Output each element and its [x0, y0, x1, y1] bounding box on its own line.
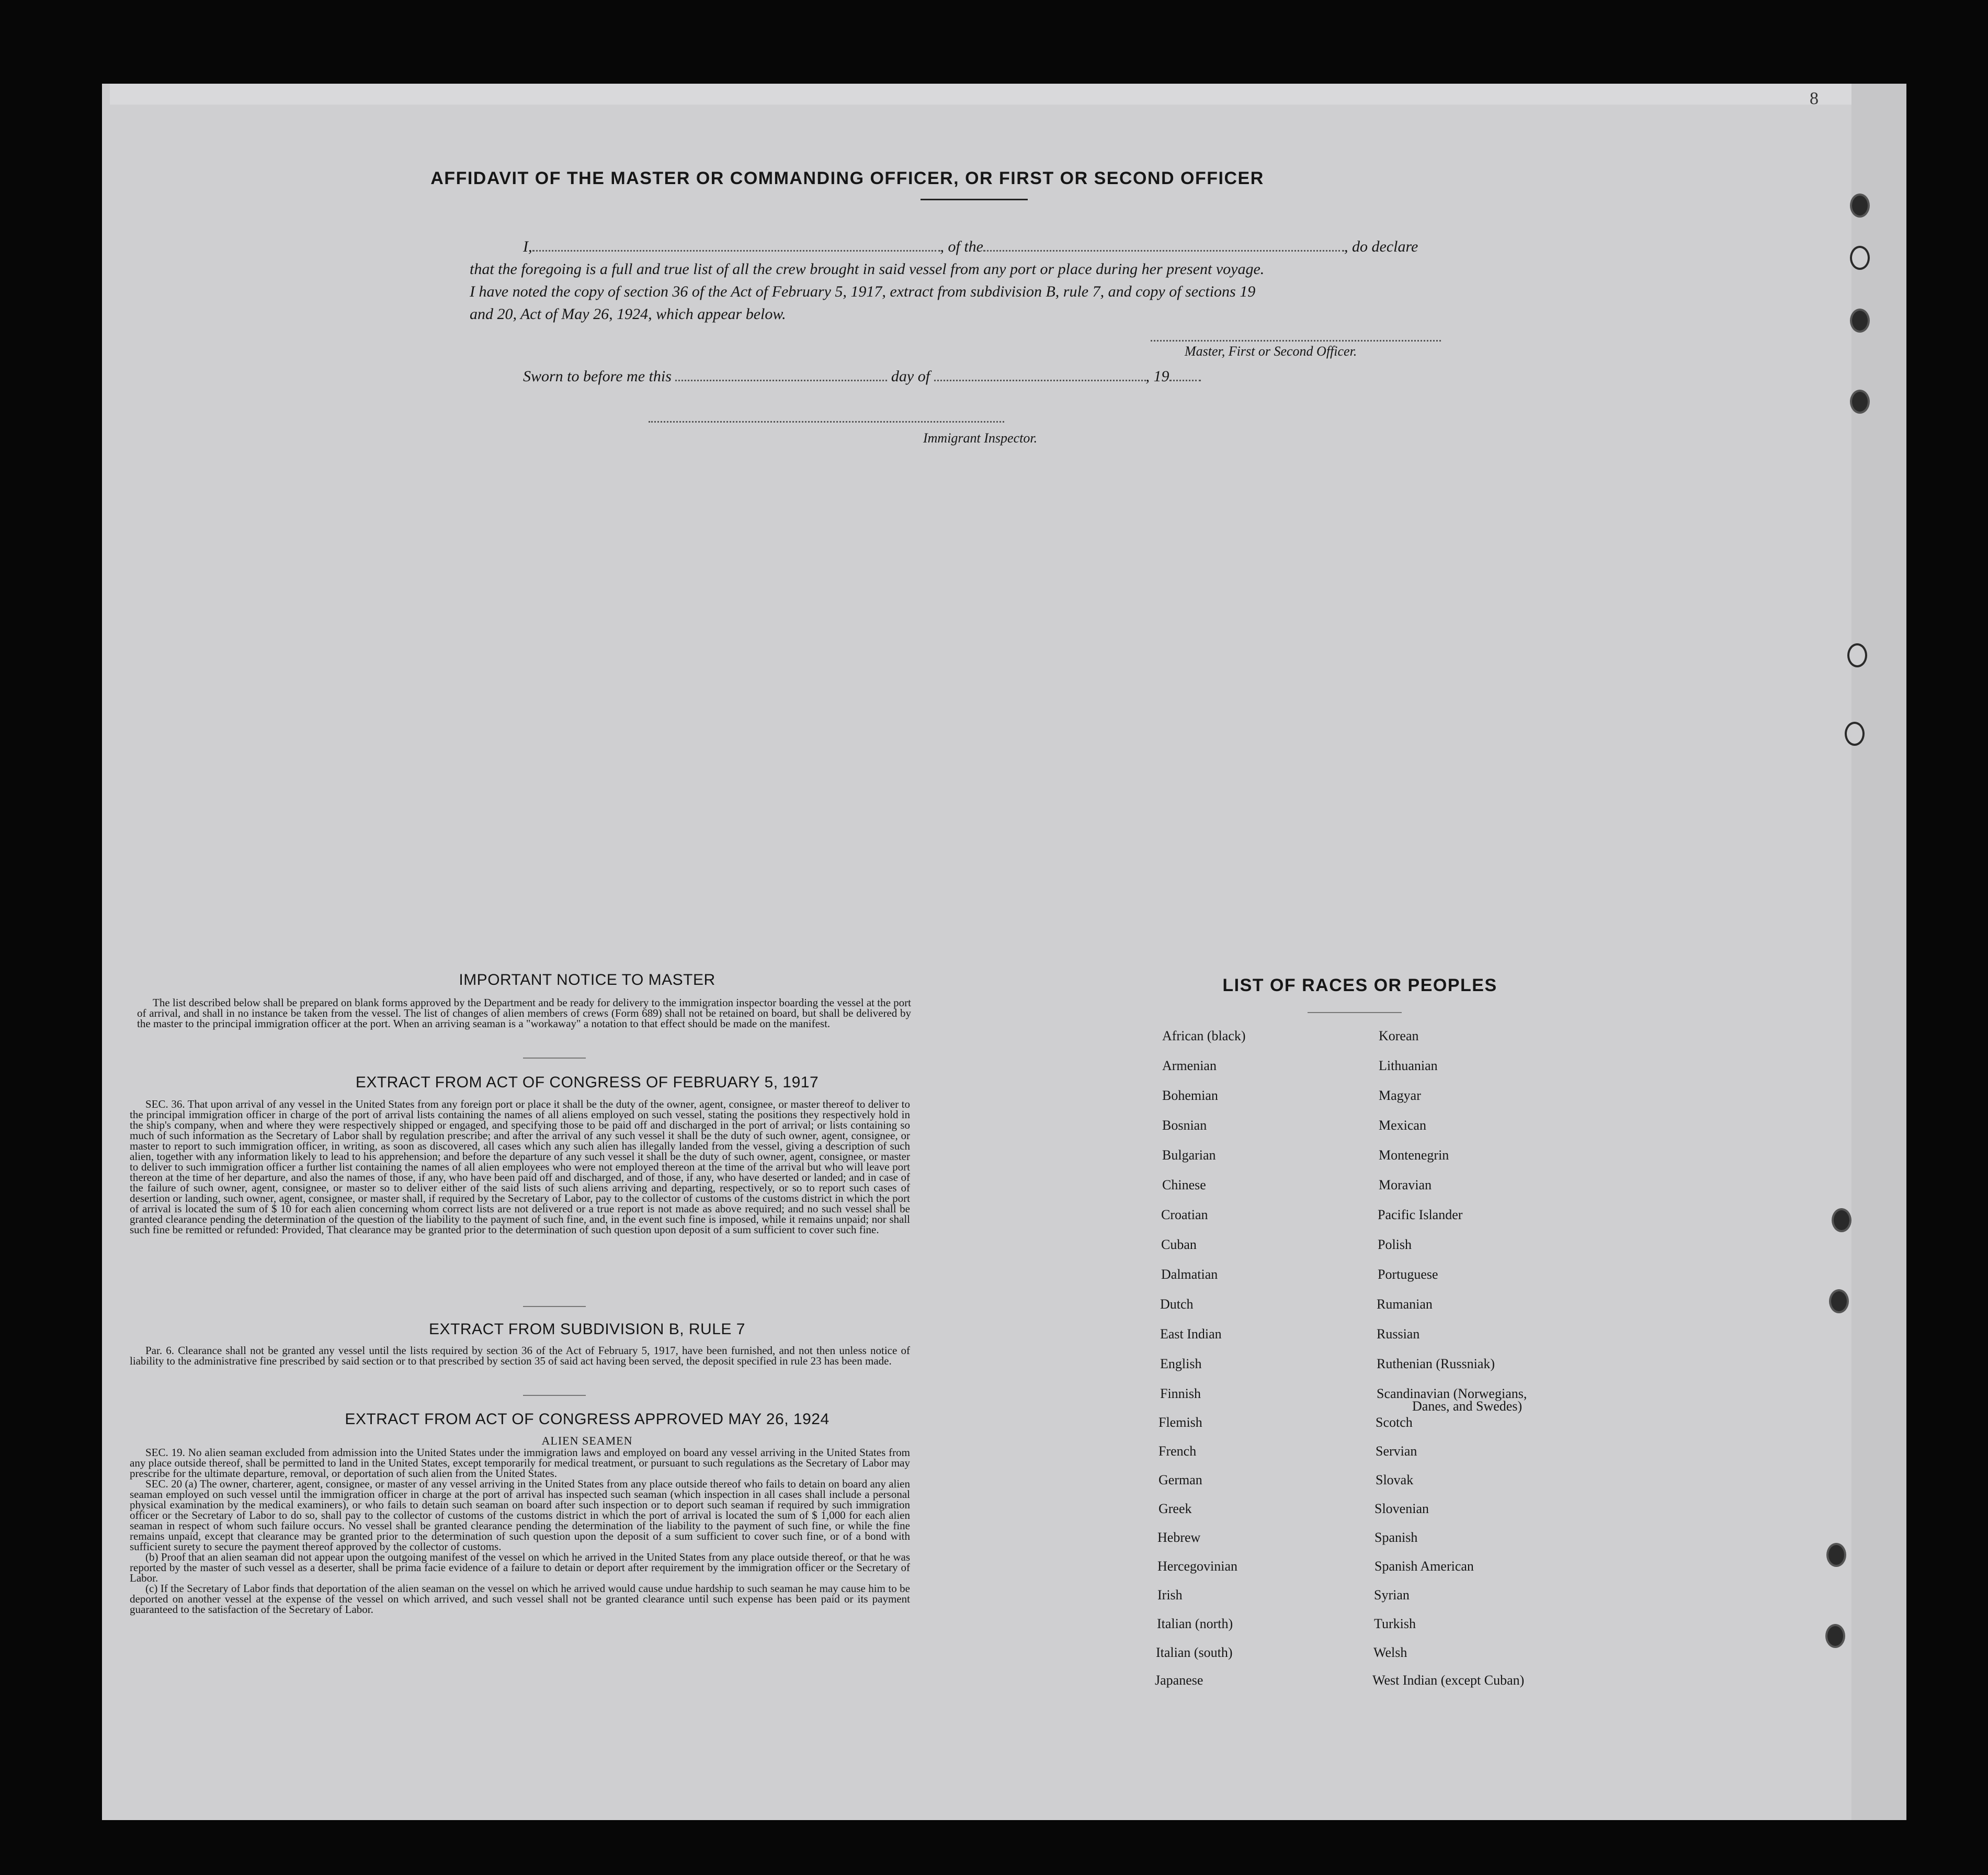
race-item: Lithuanian [1379, 1058, 1438, 1073]
race-item: Spanish [1374, 1530, 1418, 1545]
race-item: Italian (south) [1156, 1645, 1233, 1660]
vessel-field[interactable] [983, 245, 1344, 252]
race-item: Ruthenian (Russniak) [1377, 1356, 1495, 1371]
race-item: Servian [1376, 1444, 1417, 1459]
race-item: Moravian [1379, 1177, 1432, 1192]
race-item: Flemish [1158, 1415, 1202, 1430]
race-item: Portuguese [1378, 1267, 1438, 1282]
sec20c-text: (c) If the Secretary of Labor finds that deportation of the alien seaman on the vessel on which he arrived would cause undue hardship to such seaman he may cause him to be deported on another vessel at the expense of the vessel on which arrived, and such vessel shall not be granted clearance until such expense has been paid or its payment guaranteed to the satisfaction of the Secretary of Labor. [130, 1582, 910, 1616]
binder-hole-icon [1850, 390, 1870, 414]
race-item: Hebrew [1157, 1530, 1201, 1545]
race-item: Bosnian [1162, 1118, 1207, 1133]
race-item: Rumanian [1377, 1297, 1433, 1312]
race-item: East Indian [1160, 1326, 1222, 1342]
race-item: Scandinavian (Norwegians, [1377, 1386, 1527, 1401]
year-label: , 19 [1145, 368, 1169, 385]
extract-1917-title: EXTRACT FROM ACT OF CONGRESS OF FEBRUARY 5, 1917 [355, 1074, 819, 1091]
binder-hole-icon [1850, 309, 1870, 333]
race-item: Syrian [1374, 1587, 1410, 1603]
race-item: Magyar [1379, 1088, 1421, 1103]
sec20b-text: (b) Proof that an alien seaman did not appear upon the outgoing manifest of the vessel on which he arrived in the United States from any place outside thereof, or that he was reported by the master of such vessel as a deserter, shall be prima facie evidence of a failure to detain or deport after requirement by the immigration officer or the Secretary of Labor. [130, 1551, 910, 1584]
page-number: 8 [1810, 89, 1819, 108]
master-signature-label: Master, First or Second Officer. [1185, 344, 1357, 359]
race-item: Korean [1379, 1028, 1419, 1043]
sworn-month-field[interactable] [934, 374, 1146, 381]
section-divider [523, 1395, 586, 1396]
race-item: Pacific Islander [1378, 1207, 1463, 1222]
rule7-body [130, 1345, 910, 1366]
binder-hole-icon [1825, 1624, 1845, 1648]
race-item: Chinese [1162, 1177, 1206, 1192]
binder-hole-icon [1845, 722, 1865, 746]
day-of-label: day of [891, 368, 930, 385]
race-item: Mexican [1379, 1118, 1426, 1133]
sworn-day-field[interactable] [675, 374, 887, 381]
name-field[interactable] [532, 245, 940, 252]
affidavit-title: AFFIDAVIT OF THE MASTER OR COMMANDING OFFICER, OR FIRST OR SECOND OFFICER [430, 168, 1264, 188]
binder-hole-icon [1826, 1543, 1846, 1567]
race-item: Armenian [1162, 1058, 1217, 1073]
race-item: Montenegrin [1379, 1147, 1449, 1163]
race-item: Welsh [1373, 1645, 1407, 1660]
affidavit-declare: , do declare [1344, 238, 1418, 255]
extract-1924-title: EXTRACT FROM ACT OF CONGRESS APPROVED MAY 26, 1924 [345, 1411, 830, 1428]
race-item: Russian [1377, 1326, 1420, 1342]
rule7-title: EXTRACT FROM SUBDIVISION B, RULE 7 [429, 1321, 745, 1338]
race-item: Croatian [1161, 1207, 1208, 1222]
race-item: Turkish [1374, 1616, 1416, 1631]
page-right-edge [1851, 84, 1906, 1820]
affidavit-of-the: , of the [940, 238, 983, 255]
race-item: Greek [1158, 1501, 1192, 1516]
race-item: Cuban [1161, 1237, 1197, 1252]
title-underline [921, 199, 1028, 200]
binder-hole-icon [1850, 246, 1870, 270]
race-item: Dutch [1160, 1297, 1194, 1312]
binder-hole-icon [1829, 1289, 1849, 1313]
page-top-edge [110, 84, 1904, 105]
race-item: Irish [1157, 1587, 1183, 1603]
sec19-text: SEC. 19. No alien seaman excluded from admission into the United States under the immigration laws and employed on board any vessel arriving in the United States from any place outside thereof, shall be permitted to land in the United States, except temporarily for medical treatment, or pursuant to such regulations as the Secretary of Labor may prescribe for the ultimate departure, removal, or deportation of such alien from the United States. [130, 1446, 910, 1480]
race-item: Bohemian [1162, 1088, 1218, 1103]
rule7-text: Par. 6. Clearance shall not be granted any vessel until the lists required by section 36 of the Act of February 5, 1917, have been furnished, and not then unless notice of liability to the administrative fine prescribed by said section or to that prescribed by section 35 of said act having been served, the deposit specified in rule 23 has been made. [130, 1344, 910, 1367]
race-item: Slovenian [1374, 1501, 1429, 1516]
race-item: Slovak [1376, 1472, 1414, 1487]
inspector-signature-line[interactable] [649, 416, 1004, 423]
race-item: Hercegovinian [1157, 1559, 1238, 1574]
affidavit-line-4: and 20, Act of May 26, 1924, which appear below. [470, 305, 786, 323]
section-divider [523, 1058, 586, 1059]
race-item: Polish [1378, 1237, 1412, 1252]
binder-hole-icon [1847, 643, 1867, 667]
races-title: LIST OF RACES OR PEOPLES [1222, 975, 1497, 995]
sec20a-text: SEC. 20 (a) The owner, charterer, agent, consignee, or master of any vessel arriving in the United States from any place outside thereof who fails to detain on board any alien seaman employed on such vessel until the immigration officer in charge at the port of arrival has inspected such seaman (which inspection in all cases shall include a personal physical examination by the medical examiners), or who fails to detain such seaman on board after such inspection or to deport such seaman if required by such immigration officer or the Secretary of Labor to do so, shall pay to the collector of customs of the customs district in which the port of arrival is located the sum of $ 1,000 for each alien seaman in respect of whom such failure occurs. No vessel shall be granted clearance pending the determination of the liability to the payment of such fine, or while the fine remains unpaid, except that clearance may be granted prior to the determination of such question upon the deposit of a sum sufficient to cover such fine, or of a bond with sufficient surety to secure the payment thereof approved by the collector of customs. [130, 1478, 910, 1553]
sec36-text: SEC. 36. That upon arrival of any vessel in the United States from any foreign port or place it shall be the duty of the owner, agent, consignee, or master thereof to deliver to the principal immigration officer in charge of the port of arrival lists containing the names of all aliens employed on such vessel, stating the positions they respectively hold in the ship's company, when and where they were respectively shipped or engaged, and specifying those to be paid off and discharged in the port of arrival; or lists containing so much of such information as the Secretary of Labor shall by regulation prescribe; and after the arrival of any such vessel it shall be the duty of such owner, agent, consignee, or master to report to such immigration officer, in writing, as soon as discovered, all cases which any such alien has illegally landed from the vessel, giving a description of such alien, together with any information likely to lead to his apprehension; and before the departure of any such vessel it shall be the duty of such owner, agent, consignee, or master to deliver to such immigration officer a further list containing the names of all alien employees who were not employed thereon at the time of the arrival but who will leave port thereon at the time of her departure, and also the names of those, if any, who have been paid off and discharged, and of those, if any, who have deserted or landed; and in case of the failure of such owner, agent, consignee, or master so to deliver either of the said lists of such aliens arriving and departing, respectively, or so to report such cases of desertion or landing, such owner, agent, consignee, or master shall, if required by the Secretary of Labor, pay to the collector of customs of the customs district in which the port of arrival is located the sum of $ 10 for each alien concerning whom correct lists are not delivered or a true report is not made as above required; and no such vessel shall be granted clearance pending the determination of the question of the liability to the payment of such fine, and, in the event such fine is imposed, while it remains unpaid; nor shall such fine be remitted or refunded: Provided, That clearance may be granted prior to the determination of such question upon deposit of a sum sufficient to cover such fine. [130, 1098, 910, 1236]
affidavit-i: I, [523, 238, 532, 255]
race-item: Japanese [1155, 1673, 1203, 1688]
sworn-label: Sworn to before me this [523, 368, 672, 385]
binder-hole-icon [1832, 1208, 1851, 1232]
race-item: Scotch [1376, 1415, 1413, 1430]
notice-body [137, 997, 911, 1029]
affidavit-line-1 [523, 235, 1480, 258]
race-item: French [1158, 1444, 1197, 1459]
extract-1917-body [130, 1099, 910, 1235]
section-divider [523, 1306, 586, 1307]
race-item: Danes, and Swedes) [1412, 1399, 1523, 1414]
inspector-signature-label: Immigrant Inspector. [923, 430, 1038, 446]
binder-hole-icon [1850, 194, 1870, 218]
race-item: German [1158, 1472, 1202, 1487]
race-item: Finnish [1160, 1386, 1201, 1401]
race-item: Italian (north) [1157, 1616, 1233, 1631]
extract-1924-body [130, 1447, 910, 1615]
notice-title: IMPORTANT NOTICE TO MASTER [459, 971, 715, 988]
race-item: English [1160, 1356, 1202, 1371]
sworn-line [523, 365, 1308, 388]
race-item: Dalmatian [1161, 1267, 1218, 1282]
master-signature-line[interactable] [1151, 335, 1441, 342]
alien-seamen-subtitle: ALIEN SEAMEN [541, 1434, 633, 1447]
race-item: African (black) [1162, 1028, 1246, 1043]
races-title-underline [1308, 1012, 1402, 1013]
race-item: Spanish American [1374, 1559, 1474, 1574]
affidavit-line-2: that the foregoing is a full and true list of all the crew brought in said vessel from any port or place during her present voyage. [470, 260, 1265, 278]
sworn-year-field[interactable] [1169, 374, 1201, 381]
notice-text: The list described below shall be prepared on blank forms approved by the Department and be ready for delivery to the immigration inspector boarding the vessel at the port of arrival, and shall in no instance be taken from the vessel. The list of changes of alien members of crews (Form 689) shall not be retained on board, but shall be delivered by the master to the principal immigration officer at the port. When an arriving seaman is a "workaway" a notation to that effect should be made on the manifest. [137, 996, 911, 1030]
race-item: Bulgarian [1162, 1147, 1216, 1163]
affidavit-line-3: I have noted the copy of section 36 of the Act of February 5, 1917, extract from subdivision B, rule 7, and copy of sections 19 [470, 283, 1256, 300]
race-item: West Indian (except Cuban) [1372, 1673, 1525, 1688]
